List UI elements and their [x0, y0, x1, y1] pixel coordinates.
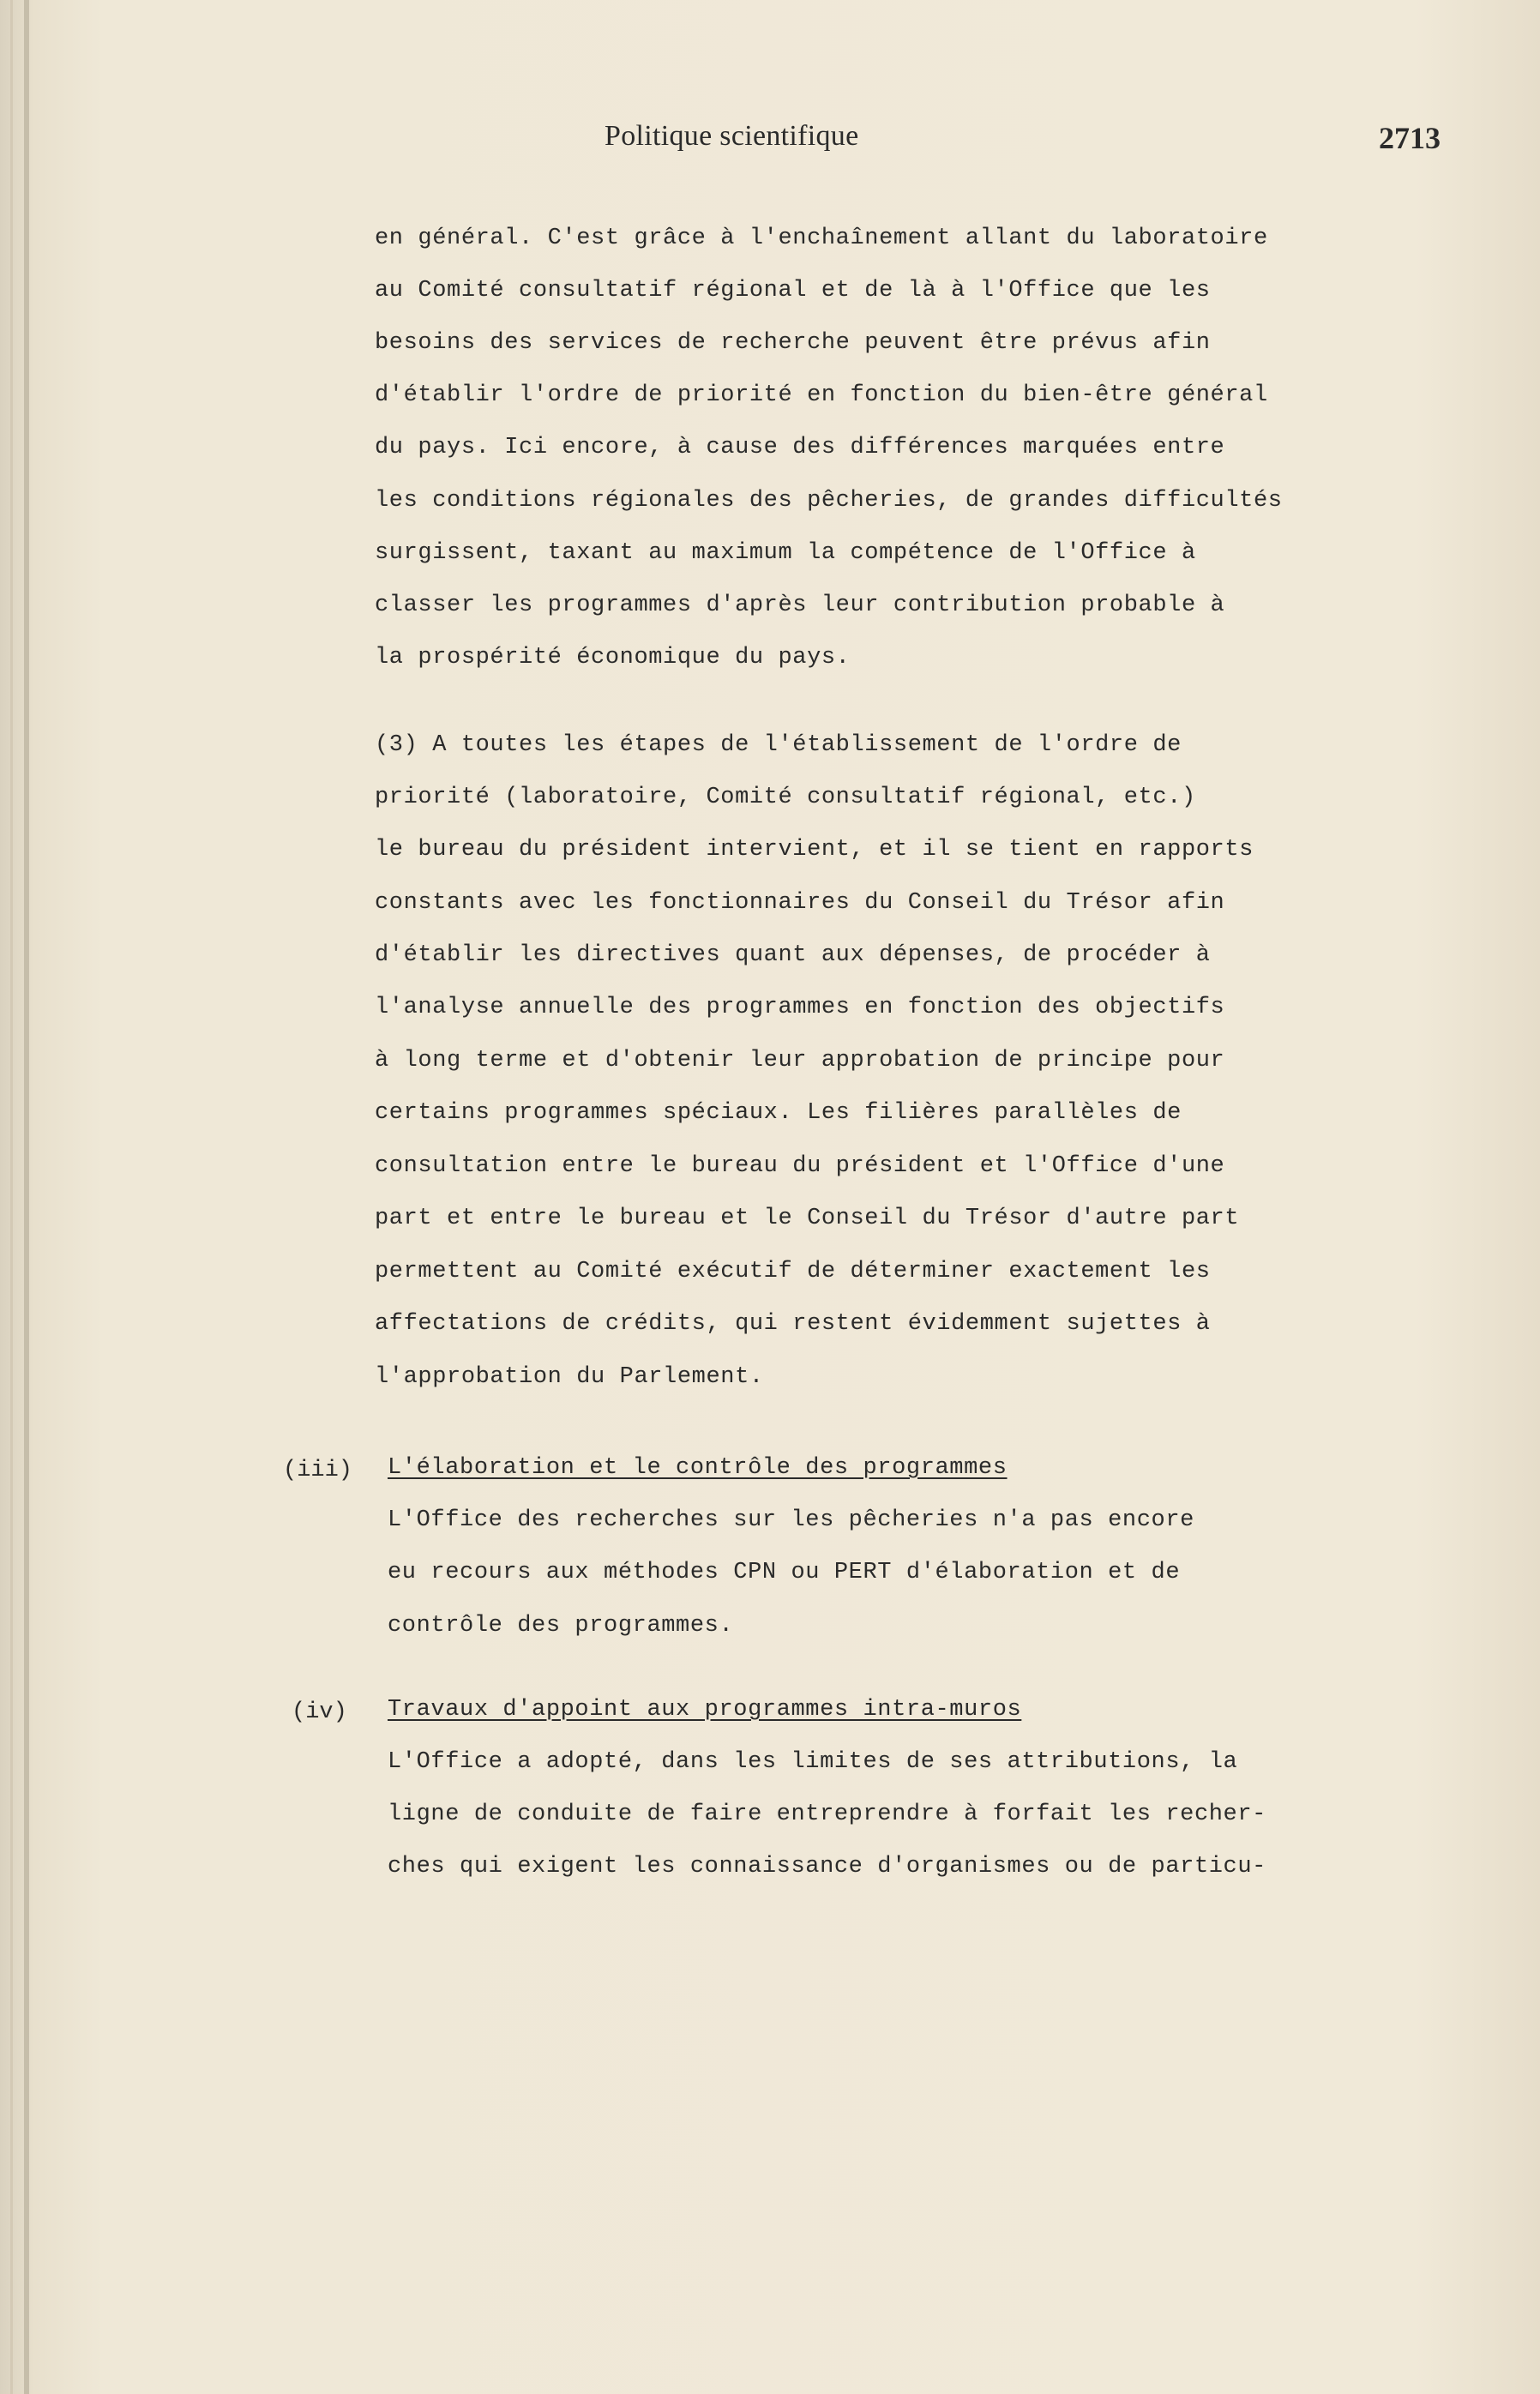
text-line: L'Office a adopté, dans les limites de ses attributions, la — [388, 1749, 1238, 1775]
text-line: la prospérité économique du pays. — [375, 645, 851, 671]
text-line: contrôle des programmes. — [388, 1613, 734, 1639]
text-line: à long terme et d'obtenir leur approbation de principe pour — [375, 1048, 1225, 1074]
text-line: l'analyse annuelle des programmes en fonction des objectifs — [375, 995, 1225, 1020]
section-marker: (iii) — [283, 1458, 353, 1483]
text-line: en général. C'est grâce à l'enchaînement allant du laboratoire — [375, 226, 1268, 251]
binding-edge — [24, 0, 29, 2394]
section-heading: Travaux d'appoint aux programmes intra-muros — [388, 1697, 1022, 1723]
text-line: constants avec les fonctionnaires du Conseil du Trésor afin — [375, 890, 1225, 916]
text-line: permettent au Comité exécutif de déterminer exactement les — [375, 1259, 1211, 1284]
text-line: l'approbation du Parlement. — [375, 1364, 764, 1390]
section-marker: (iv) — [292, 1699, 347, 1725]
binding-edge-shadow — [10, 0, 13, 2394]
text-line: (3) A toutes les étapes de l'établissement de l'ordre de — [375, 732, 1182, 758]
page-number: 2713 — [1379, 121, 1441, 155]
text-line: part et entre le bureau et le Conseil du Trésor d'autre part — [375, 1206, 1240, 1231]
text-line: besoins des services de recherche peuvent être prévus afin — [375, 330, 1211, 356]
text-line: classer les programmes d'après leur contribution probable à — [375, 592, 1225, 618]
text-line: L'Office des recherches sur les pêcheries n'a pas encore — [388, 1507, 1194, 1533]
text-line: du pays. Ici encore, à cause des différences marquées entre — [375, 435, 1225, 460]
text-line: d'établir l'ordre de priorité en fonction du bien-être général — [375, 382, 1268, 408]
text-line: les conditions régionales des pêcheries, de grandes difficultés — [375, 488, 1283, 514]
text-line: priorité (laboratoire, Comité consultatif régional, etc.) — [375, 785, 1196, 810]
text-line: affectations de crédits, qui restent évidemment sujettes à — [375, 1311, 1211, 1337]
text-line: surgissent, taxant au maximum la compétence de l'Office à — [375, 540, 1196, 566]
text-line: le bureau du président intervient, et il se tient en rapports — [375, 837, 1254, 863]
text-line: ches qui exigent les connaissance d'organismes ou de particu- — [388, 1854, 1266, 1880]
text-line: consultation entre le bureau du président et l'Office d'une — [375, 1153, 1225, 1179]
text-line: au Comité consultatif régional et de là à l'Office que les — [375, 278, 1211, 304]
text-line: certains programmes spéciaux. Les filières parallèles de — [375, 1100, 1182, 1126]
text-line: eu recours aux méthodes CPN ou PERT d'élaboration et de — [388, 1560, 1181, 1585]
text-line: ligne de conduite de faire entreprendre à forfait les recher- — [388, 1802, 1266, 1827]
text-line: d'établir les directives quant aux dépenses, de procéder à — [375, 942, 1211, 968]
running-header-title: Politique scientifique — [605, 120, 859, 152]
section-heading: L'élaboration et le contrôle des programmes — [388, 1455, 1008, 1481]
